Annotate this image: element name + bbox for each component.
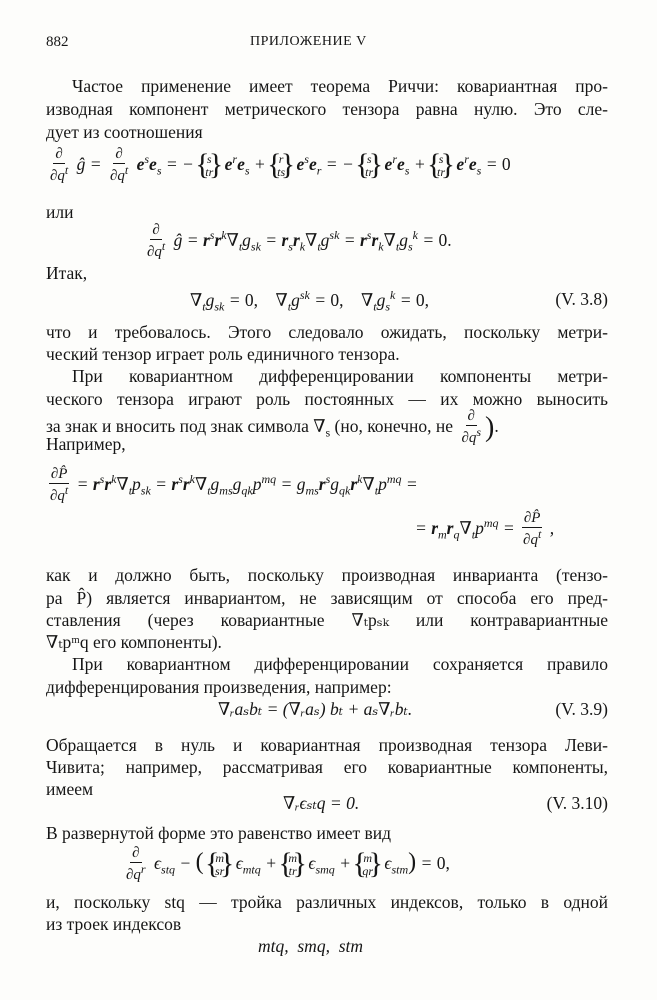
text-line: дифференцирования произведения, например: <box>46 677 392 697</box>
equation-p-line-2: = $r_mr_q\nabla_tp^{mq}$ = $\frac{\partial P̂}{\partial q^t}$ , <box>415 510 555 549</box>
equation-second: $\frac{\partial}{\partial q^t}$ ĝ = $r^sr^k\nabla_tg_{sk} = r_sr_k\nabla_tg^{sk} = r^sr_k\nabla_tg_s^k = 0$. <box>147 222 452 261</box>
equation-number: (V. 3.8) <box>555 289 608 309</box>
text-line: Например, <box>46 434 126 454</box>
equation-v-3-8: $\nabla_tg_{sk} = 0$, $\nabla_tg^{sk} = 0$, $\nabla_tg_s^k = 0$, <box>190 288 430 314</box>
text-line: ставления (через ковариантные ∇ₜpₛₖ или контравариантные <box>46 610 608 630</box>
text-line: за знак и вносить под знак символа $\nabla_s$ (но, конечно, не $\frac{\partial}{\partial q^s}$ ). <box>46 408 499 447</box>
text-line: ческий тензор играет роль единичного тензора. <box>46 344 400 364</box>
page-number: 882 <box>46 34 69 50</box>
text-line: В развернутой форме это равенство имеет вид <box>46 823 392 843</box>
text-line: Итак, <box>46 263 88 283</box>
text-line: что и требовалось. Этого следовало ожидать, поскольку метри- <box>46 322 608 342</box>
text-line: Обращается в нуль и ковариантная производная тензора Леви- <box>46 735 608 755</box>
text-line: имеем <box>46 779 94 799</box>
equation-v-3-10: ∇ᵣϵₛₜq = 0. <box>283 793 360 813</box>
equation-p-line-1: $\frac{\partial P̂}{\partial q^t}$ = $r^sr^k\nabla_tp_{sk} = r^sr^k\nabla_tg_{ms}g_{qk}p^{mq} = g_{ms}r^sg_{qk}r^k\nabla_tp^{mq}$ = <box>50 466 418 505</box>
running-title: ПРИЛОЖЕНИЕ V <box>250 34 367 49</box>
text-line: Чивита; например, рассматривая его ковариантные компоненты, <box>46 757 608 777</box>
text-line: ра P̂) является инвариантом, не зависящим от способа его пред- <box>46 588 608 608</box>
text-line: изводная компонент метрического тензора равна нулю. Это сле- <box>46 99 608 119</box>
text-line: и, поскольку stq — тройка различных индексов, только в одной <box>46 892 608 912</box>
text-line: Частое применение имеет теорема Риччи: ковариантная про- <box>72 76 608 96</box>
equation-number: (V. 3.9) <box>555 699 608 719</box>
text-line: При ковариантном дифференцировании сохраняется правило <box>72 654 608 674</box>
equation-v-3-9: ∇ᵣaₛbₜ = (∇ᵣaₛ) bₜ + aₛ∇ᵣbₜ. <box>218 699 413 719</box>
equation-number: (V. 3.10) <box>546 793 608 813</box>
text-line: из троек индексов <box>46 914 182 934</box>
text-line: или <box>46 202 74 222</box>
text-line: дует из соотношения <box>46 122 203 142</box>
text-line: ческого тензора играют роль постоянных — их можно выносить <box>46 389 608 409</box>
index-triples: mtq, smq, stm <box>258 936 364 956</box>
text-line: При ковариантном дифференцировании компоненты метри- <box>72 366 608 386</box>
equation-expanded: $\frac{\partial}{\partial q^r}$ $\epsilon_{stq}$ − ( { m sr } $\epsilon_{mtq}$ + { m tr } $\epsilon_{smq}$ + { m qr } $\epsilon_{stm}) = 0$, <box>122 845 450 885</box>
equation-main: $\frac{\partial}{\partial q^t}$ ĝ = $\frac{\partial}{\partial q^t}$ $e^se_s$ = − { s tr } $e^re_s$ + { r ts } $e^se_r$ = − { s tr } $e^re_s$ + { s tr } $e^re_s = 0$ <box>46 146 608 186</box>
text-line: ∇ₜpᵐq его компоненты). <box>46 632 222 652</box>
text-line: как и должно быть, поскольку производная инварианта (тензо- <box>46 565 608 585</box>
